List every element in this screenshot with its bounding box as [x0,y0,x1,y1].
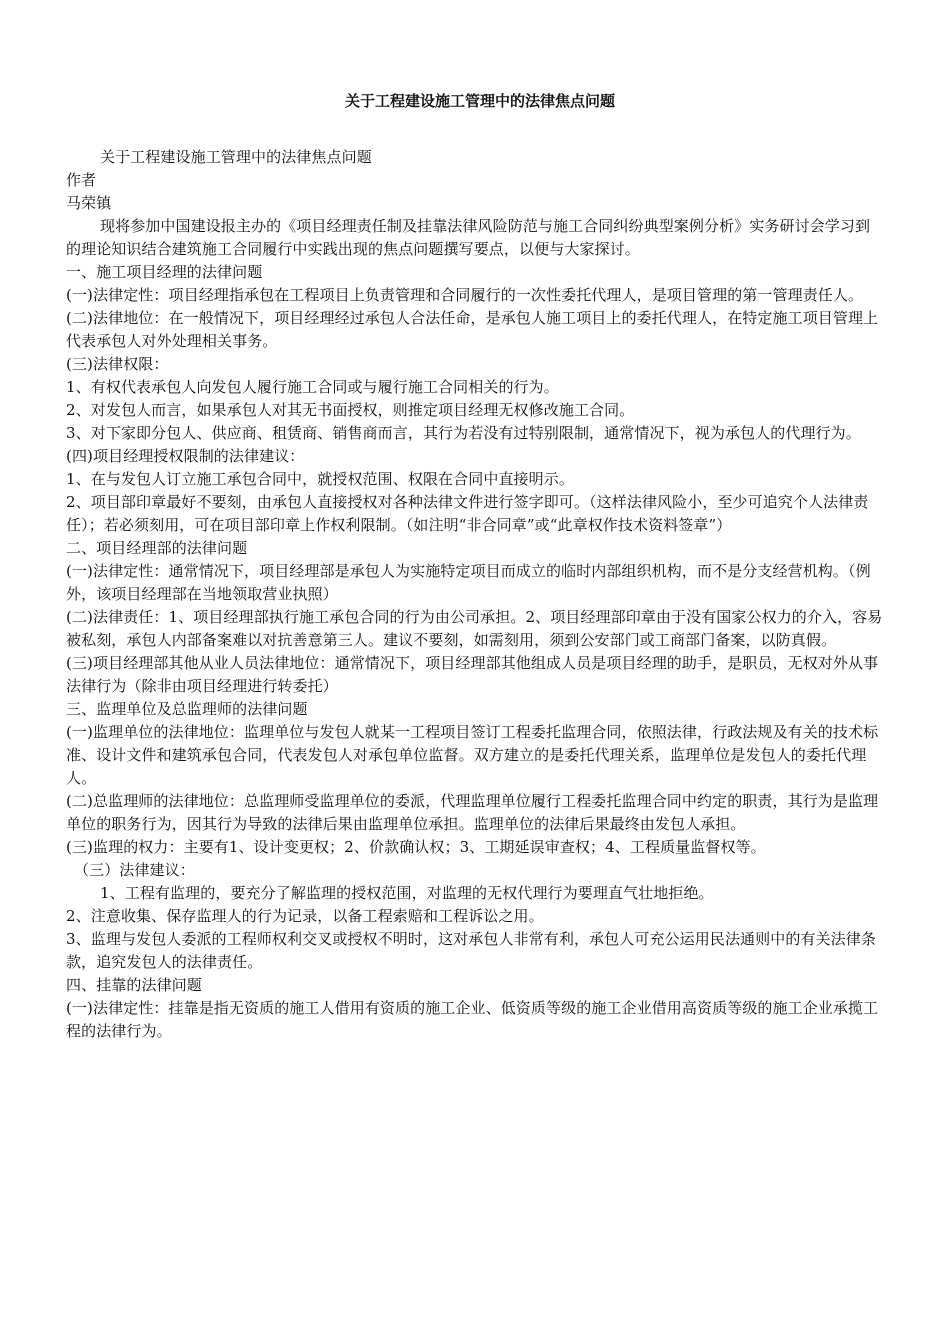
paragraph: 1、有权代表承包人向发包人履行施工合同或与履行施工合同相关的行为。 [66,378,559,396]
paragraph: (一)法律定性：通常情况下，项目经理部是承包人为实施特定项目而成立的临时内部组织机构，而不是分支经营机构。（例外，该项目经理部在当地领取营业执照） [66,562,871,603]
paragraph: 现将参加中国建设报主办的《项目经理责任制及挂靠法律风险防范与施工合同纠纷典型案例分析》实务研讨会学习到的理论知识结合建筑施工合同履行中实践出现的焦点问题撰写要点，以便与大家探讨。 [66,217,871,258]
paragraph: (二)法律责任：1、项目经理部执行施工承包合同的行为由公司承担。2、项目经理部印章由于没有国家公权力的介入，容易被私刻，承包人内部备案难以对抗善意第三人。建议不要刻，如需刻用，须到公安部门或工商部门备案，以防真假。 [66,608,883,649]
section-heading: 二、项目经理部的法律问题 [66,539,248,557]
paragraph: 1、在与发包人订立施工承包合同中，就授权范围、权限在合同中直接明示。 [66,470,574,488]
paragraph: 1、工程有监理的，要充分了解监理的授权范围，对监理的无权代理行为要理直气壮地拒绝。 [100,884,714,902]
paragraph: (二)法律地位：在一般情况下，项目经理经过承包人合法任命，是承包人施工项目上的委托代理人，在特定施工项目管理上代表承包人对外处理相关事务。 [66,309,879,350]
paragraph: 3、对下家即分包人、供应商、租赁商、销售商而言，其行为若没有过特别限制，通常情况下，视为承包人的代理行为。 [66,424,861,442]
paragraph: 关于工程建设施工管理中的法律焦点问题 [100,148,372,166]
paragraph: (三)项目经理部其他从业人员法律地位：通常情况下，项目经理部其他组成人员是项目经理的助手，是职员，无权对外从事法律行为（除非由项目经理进行转委托） [66,654,879,695]
paragraph: 3、监理与发包人委派的工程师权利交叉或授权不明时，这对承包人非常有利，承包人可充公运用民法通则中的有关法律条款，追究发包人的法律责任。 [66,930,876,971]
paragraph: 马荣镇 [66,194,112,212]
document-body [66,146,884,1043]
paragraph: 作者 [66,171,97,189]
paragraph: 2、项目部印章最好不要刻，由承包人直接授权对各种法律文件进行签字即可。（这样法律风险小，至少可追究个人法律责任）；若必须刻用，可在项目部印章上作权利限制。（如注明“非合同章”或“此章权作技术资料签章”） [66,493,869,534]
paragraph: 2、注意收集、保存监理人的行为记录，以备工程索赔和工程诉讼之用。 [66,907,544,925]
paragraph: (一)法律定性：项目经理指承包在工程项目上负责管理和合同履行的一次性委托代理人，是项目管理的第一管理责任人。 [66,286,864,304]
paragraph: (三)监理的权力：主要有1、设计变更权；2、价款确认权；3、工期延误审查权；4、工程质量监督权等。 [66,838,766,856]
paragraph: （三）法律建议： [74,861,195,879]
paragraph: (一)监理单位的法律地位：监理单位与发包人就某一工程项目签订工程委托监理合同，依照法律，行政法规及有关的技术标准、设计文件和建筑承包合同，代表发包人对承包单位监督。双方建立的是委托代理关系，监理单位是发包人的委托代理人。 [66,723,879,787]
document-title: 关于工程建设施工管理中的法律焦点问题 [344,92,615,110]
paragraph: (一)法律定性：挂靠是指无资质的施工人借用有资质的施工企业、低资质等级的施工企业借用高资质等级的施工企业承揽工程的法律行为。 [66,999,879,1040]
paragraph: 2、对发包人而言，如果承包人对其无书面授权，则推定项目经理无权修改施工合同。 [66,401,635,419]
section-heading: 一、施工项目经理的法律问题 [66,263,263,281]
paragraph: (二)总监理师的法律地位：总监理师受监理单位的委派，代理监理单位履行工程委托监理合同中约定的职责，其行为是监理单位的职务行为，因其行为导致的法律后果由监理单位承担。监理单位的法律后果最终由发包人承担。 [66,792,879,833]
paragraph: (四)项目经理授权限制的法律建议： [66,447,305,465]
section-heading: 三、监理单位及总监理师的法律问题 [66,700,308,718]
paragraph: (三)法律权限： [66,355,169,373]
section-heading: 四、挂靠的法律问题 [66,976,202,994]
document-page [66,90,884,1043]
